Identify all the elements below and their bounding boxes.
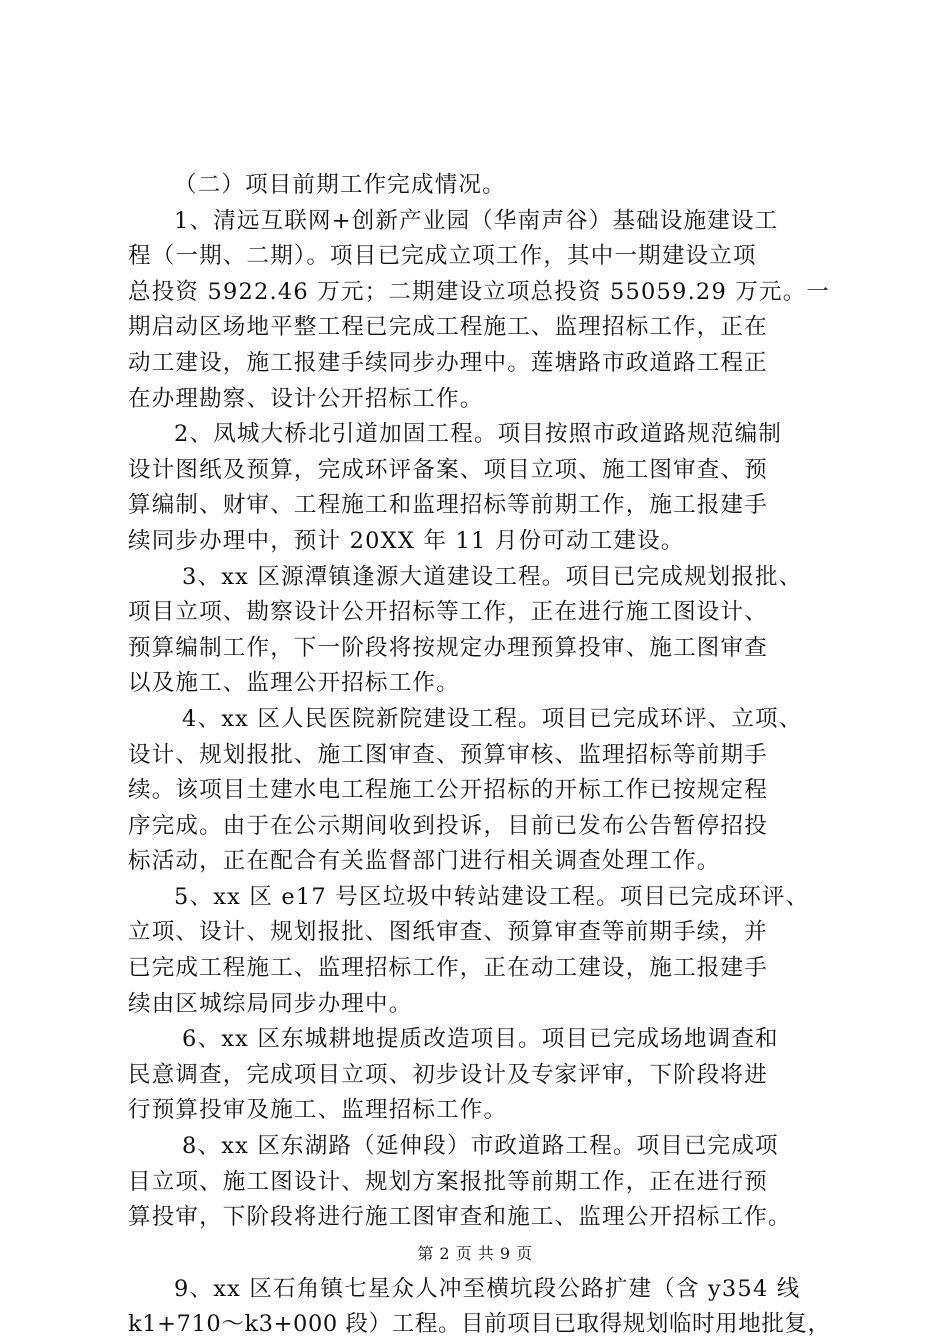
paragraph-line: k1+710～k3+000 段）工程。目前项目已取得规划临时用地批复， — [128, 1311, 831, 1338]
paragraph-line: 标活动，正在配合有关监督部门进行相关调查处理工作。 — [128, 848, 721, 875]
paragraph-line: 4、xx 区人民医院新院建设工程。项目已完成环评、立项、 — [182, 705, 803, 732]
paragraph-line: 总投资 5922.46 万元；二期建设立项总投资 55059.29 万元。一 — [128, 278, 831, 305]
paragraph-line: 续同步办理中，预计 20XX 年 11 月份可动工建设。 — [128, 527, 685, 554]
paragraph-line: 6、xx 区东城耕地提质改造项目。项目已完成场地调查和 — [182, 1026, 779, 1053]
paragraph-line: 2、凤城大桥北引道加固工程。项目按照市政道路规范编制 — [174, 421, 783, 448]
paragraph-line: 9、xx 区石角镇七星众人冲至横坑段公路扩建（含 y354 线 — [174, 1275, 801, 1302]
page-footer: 第 2 页 共 9 页 — [417, 1244, 533, 1263]
paragraph-line: 行预算投审及施工、监理招标工作。 — [128, 1097, 508, 1124]
paragraph-line: 设计、规划报批、施工图审查、预算审核、监理招标等前期手 — [128, 741, 768, 768]
section-heading: （二）项目前期工作完成情况。 — [174, 172, 506, 198]
paragraph-line: 已完成工程施工、监理招标工作，正在动工建设，施工报建手 — [128, 955, 768, 982]
paragraph-line: 序完成。由于在公示期间收到投诉，目前已发布公告暂停招投 — [128, 812, 768, 839]
paragraph-line: 民意调查，完成项目立项、初步设计及专家评审，下阶段将进 — [128, 1061, 768, 1088]
paragraph-line: 设计图纸及预算，完成环评备案、项目立项、施工图审查、预 — [128, 456, 768, 483]
paragraph-line: 立项、设计、规划报批、图纸审查、预算审查等前期手续，并 — [128, 919, 768, 946]
paragraph-line: 以及施工、监理公开招标工作。 — [128, 670, 460, 697]
paragraph-line: 8、xx 区东湖路（延伸段）市政道路工程。项目已完成项 — [182, 1133, 779, 1160]
paragraph-line: 3、xx 区源潭镇逢源大道建设工程。项目已完成规划报批、 — [182, 563, 803, 590]
paragraph-line: 项目立项、勘察设计公开招标等工作，正在进行施工图设计、 — [128, 599, 768, 626]
paragraph-line: 在办理勘察、设计公开招标工作。 — [128, 385, 484, 412]
paragraph-line: 续。该项目土建水电工程施工公开招标的开标工作已按规定程 — [128, 777, 768, 804]
document-body — [128, 168, 834, 1343]
paragraph-line: 期启动区场地平整工程已完成工程施工、监理招标工作，正在 — [128, 314, 768, 341]
paragraph-line: 算投审，下阶段将进行施工图审查和施工、监理公开招标工作。 — [128, 1204, 792, 1231]
paragraph-line: 算编制、财审、工程施工和监理招标等前期工作，施工报建手 — [128, 492, 768, 519]
paragraph-line: 动工建设，施工报建手续同步办理中。莲塘路市政道路工程正 — [128, 349, 768, 376]
paragraph-line: 5、xx 区 e17 号区垃圾中转站建设工程。项目已完成环评、 — [174, 883, 810, 910]
paragraph-line: 续由区城综局同步办理中。 — [128, 990, 413, 1017]
paragraph-line: 预算编制工作，下一阶段将按规定办理预算投审、施工图审查 — [128, 634, 768, 661]
paragraph-line: 1、清远互联网+创新产业园（华南声谷）基础设施建设工 — [174, 207, 779, 234]
paragraph-line: 目立项、施工图设计、规划方案报批等前期工作，正在进行预 — [128, 1168, 768, 1195]
paragraph-line: 程（一期、二期）。项目已完成立项工作，其中一期建设立项 — [128, 243, 757, 270]
